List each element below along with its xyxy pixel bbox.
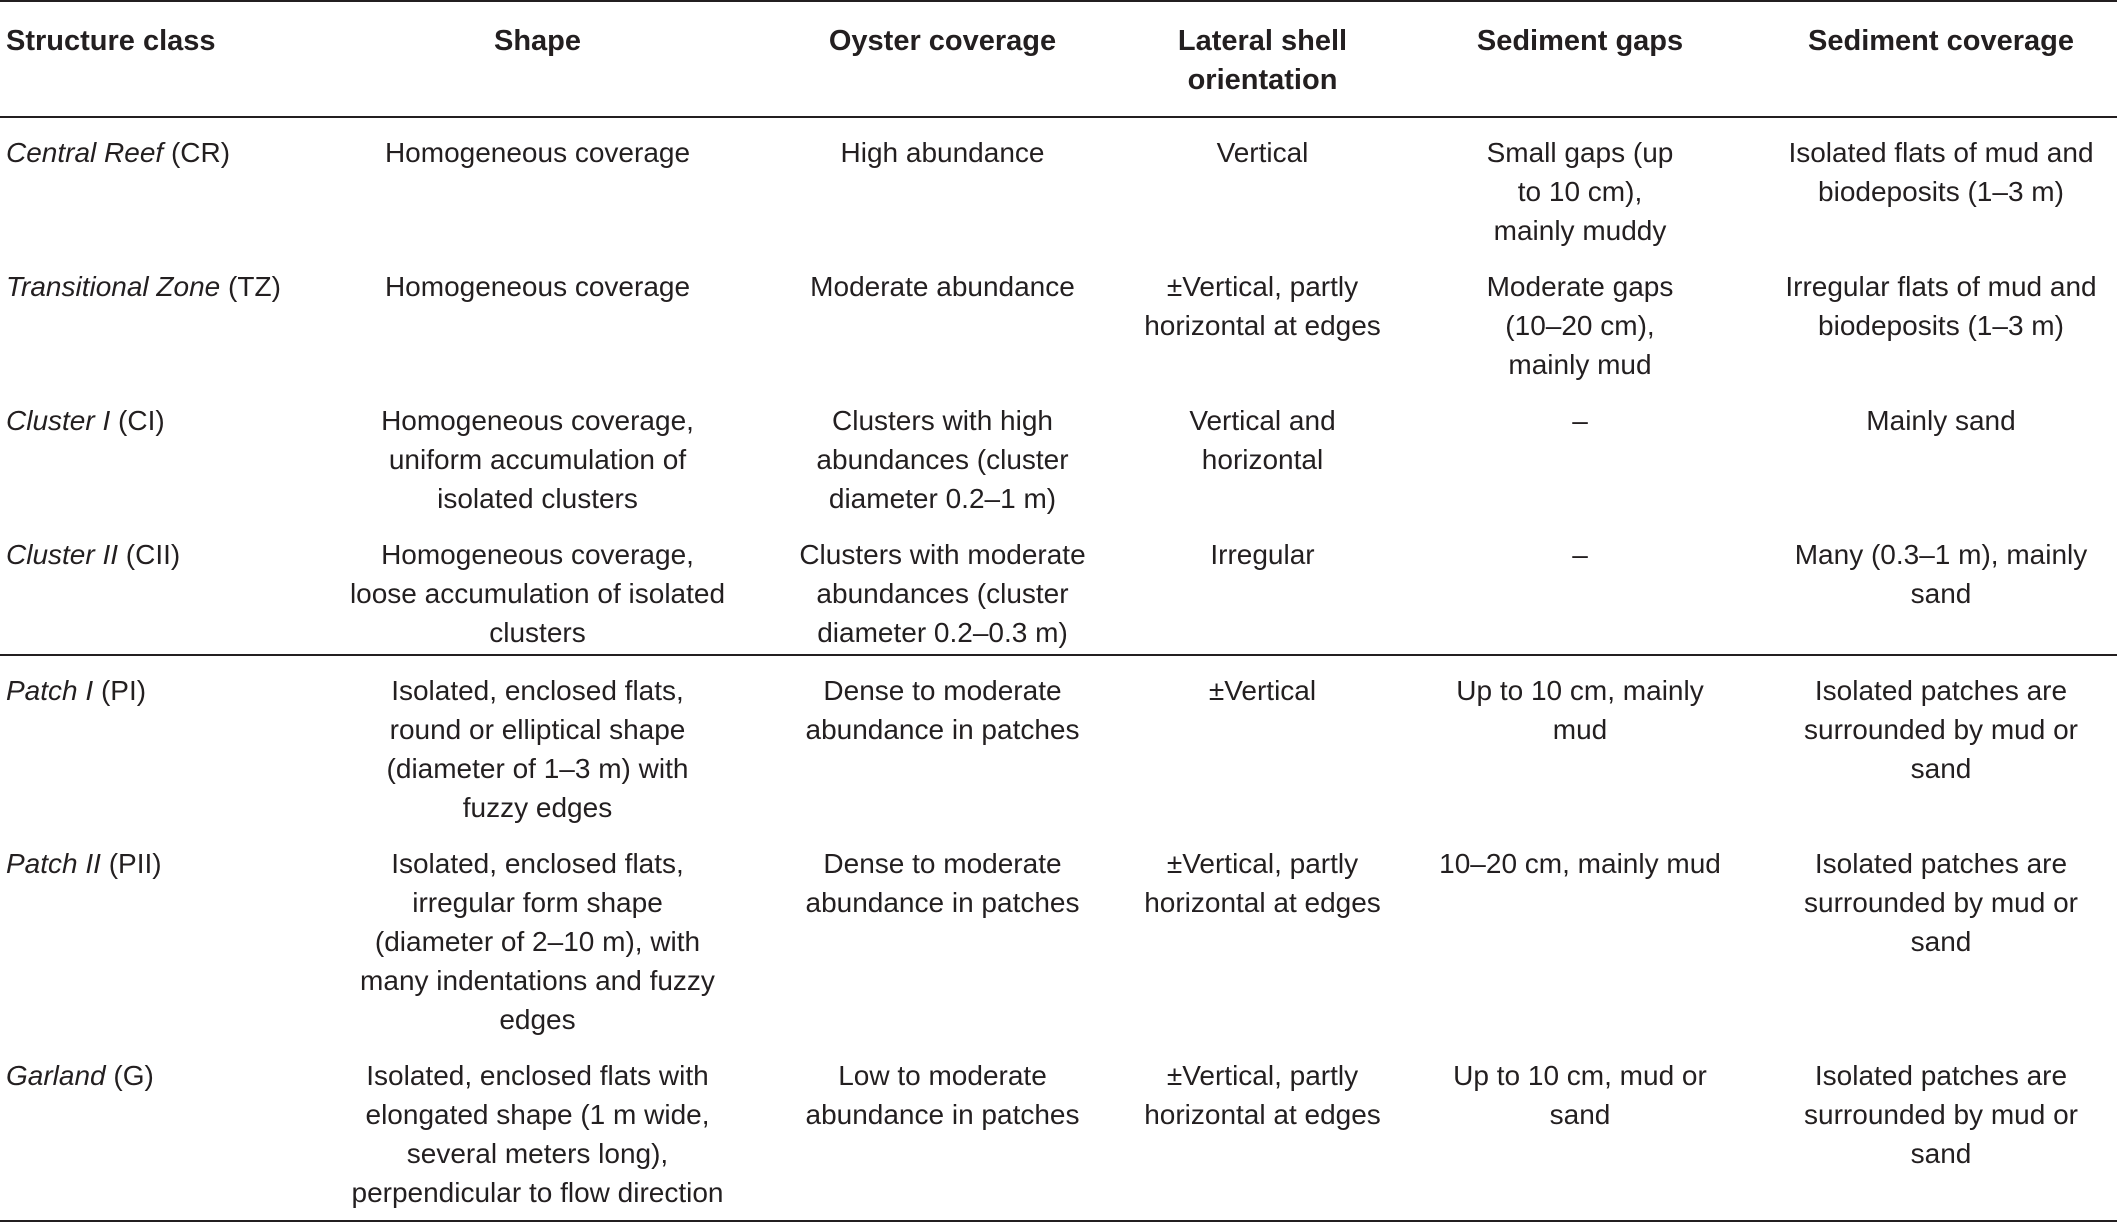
header-sediment-gaps: Sediment gaps bbox=[1476, 25, 1684, 57]
sediment-gaps-cell: Small gaps (up to 10 cm), mainly muddy bbox=[1486, 137, 1674, 246]
oyster-coverage-cell: Clusters with high abundances (cluster diameter 0.2–1 m) bbox=[816, 405, 1069, 514]
sediment-coverage-cell: Irregular flats of mud and biodeposits (1–3 m) bbox=[1785, 271, 2097, 341]
lateral-shell-orientation-cell: ±Vertical, partly horizontal at edges bbox=[1144, 271, 1381, 341]
header-structure-class: Structure class bbox=[6, 25, 216, 57]
structure-class-cell bbox=[0, 117, 320, 252]
sediment-coverage-cell: Isolated patches are surrounded by mud or sand bbox=[1804, 675, 2078, 784]
structure-class-name: Patch I bbox=[6, 675, 94, 706]
sediment-gaps-cell: – bbox=[1572, 405, 1588, 436]
table-row bbox=[0, 117, 2117, 252]
header-shape: Shape bbox=[493, 25, 582, 57]
oyster-coverage-cell: Moderate abundance bbox=[810, 271, 1075, 302]
structure-class-abbr: (PII) bbox=[100, 848, 162, 879]
sediment-coverage-cell: Isolated patches are surrounded by mud or sand bbox=[1804, 1060, 2078, 1169]
oyster-coverage-cell: Dense to moderate abundance in patches bbox=[805, 848, 1080, 918]
structure-class-cell bbox=[0, 829, 320, 1041]
structure-class-cell bbox=[0, 1041, 320, 1221]
structure-class-cell bbox=[0, 252, 320, 386]
structure-class-cell bbox=[0, 520, 320, 655]
shape-cell: Homogeneous coverage bbox=[384, 137, 691, 168]
shape-cell: Isolated, enclosed flats, round or elliptical shape (diameter of 1–3 m) with fuzzy edges bbox=[386, 675, 689, 823]
structure-class-name: Patch II bbox=[6, 848, 101, 879]
table-row bbox=[0, 252, 2117, 386]
sediment-coverage-cell: Many (0.3–1 m), mainly sand bbox=[1794, 539, 2088, 609]
structure-class-abbr: (CR) bbox=[163, 137, 231, 168]
lateral-shell-orientation-cell: ±Vertical, partly horizontal at edges bbox=[1144, 1060, 1381, 1130]
shape-cell: Homogeneous coverage, uniform accumulation of isolated clusters bbox=[381, 405, 694, 514]
structure-class-cell bbox=[0, 655, 320, 829]
structure-class-abbr: (G) bbox=[105, 1060, 154, 1091]
shape-cell: Isolated, enclosed flats, irregular form shape (diameter of 2–10 m), with many indentations and fuzzy edges bbox=[360, 848, 715, 1035]
lateral-shell-orientation-cell: Vertical and horizontal bbox=[1189, 405, 1336, 475]
structure-class-name: Transitional Zone bbox=[6, 271, 221, 302]
shape-cell: Homogeneous coverage, loose accumulation of isolated clusters bbox=[349, 539, 726, 648]
oyster-coverage-cell: Clusters with moderate abundances (cluster diameter 0.2–0.3 m) bbox=[799, 539, 1086, 648]
structure-class-abbr: (CII) bbox=[118, 539, 181, 570]
sediment-coverage-cell: Isolated flats of mud and biodeposits (1–3 m) bbox=[1788, 137, 2094, 207]
table-row bbox=[0, 386, 2117, 520]
sediment-gaps-cell: – bbox=[1572, 539, 1588, 570]
lateral-shell-orientation-cell: Vertical bbox=[1216, 137, 1309, 168]
structure-class-name: Garland bbox=[6, 1060, 106, 1091]
oyster-coverage-cell: Low to moderate abundance in patches bbox=[805, 1060, 1080, 1130]
header-sediment-coverage: Sediment coverage bbox=[1808, 25, 2074, 57]
structure-class-name: Cluster II bbox=[6, 539, 119, 570]
structure-class-name: Cluster I bbox=[6, 405, 111, 436]
table-row bbox=[0, 655, 2117, 829]
lateral-shell-orientation-cell: ±Vertical, partly horizontal at edges bbox=[1144, 848, 1381, 918]
oyster-coverage-cell: High abundance bbox=[840, 137, 1045, 168]
shape-cell: Homogeneous coverage bbox=[384, 271, 691, 302]
sediment-gaps-cell: 10–20 cm, mainly mud bbox=[1439, 848, 1721, 879]
table-row bbox=[0, 520, 2117, 655]
shape-cell: Isolated, enclosed flats with elongated shape (1 m wide, several meters long), perpendicular to flow direction bbox=[351, 1060, 724, 1208]
lateral-shell-orientation-cell: Irregular bbox=[1210, 539, 1315, 570]
structure-class-cell bbox=[0, 386, 320, 520]
sediment-gaps-cell: Up to 10 cm, mainly mud bbox=[1456, 675, 1704, 745]
structure-class-abbr: (TZ) bbox=[220, 271, 281, 302]
structure-class-abbr: (PI) bbox=[93, 675, 147, 706]
table-row bbox=[0, 829, 2117, 1041]
sediment-coverage-cell: Mainly sand bbox=[1866, 405, 2016, 436]
table-header-row bbox=[0, 1, 2117, 117]
oyster-coverage-cell: Dense to moderate abundance in patches bbox=[805, 675, 1080, 745]
sediment-coverage-cell: Isolated patches are surrounded by mud or sand bbox=[1804, 848, 2078, 957]
lateral-shell-orientation-cell: ±Vertical bbox=[1208, 675, 1317, 706]
header-oyster-coverage: Oyster coverage bbox=[828, 25, 1057, 57]
sediment-gaps-cell: Moderate gaps (10–20 cm), mainly mud bbox=[1486, 271, 1674, 380]
structure-class-abbr: (CI) bbox=[110, 405, 165, 436]
structure-class-name: Central Reef bbox=[6, 137, 164, 168]
sediment-gaps-cell: Up to 10 cm, mud or sand bbox=[1453, 1060, 1707, 1130]
table-row bbox=[0, 1041, 2117, 1221]
header-lateral-shell-orientation: Lateral shell orientation bbox=[1177, 25, 1348, 96]
